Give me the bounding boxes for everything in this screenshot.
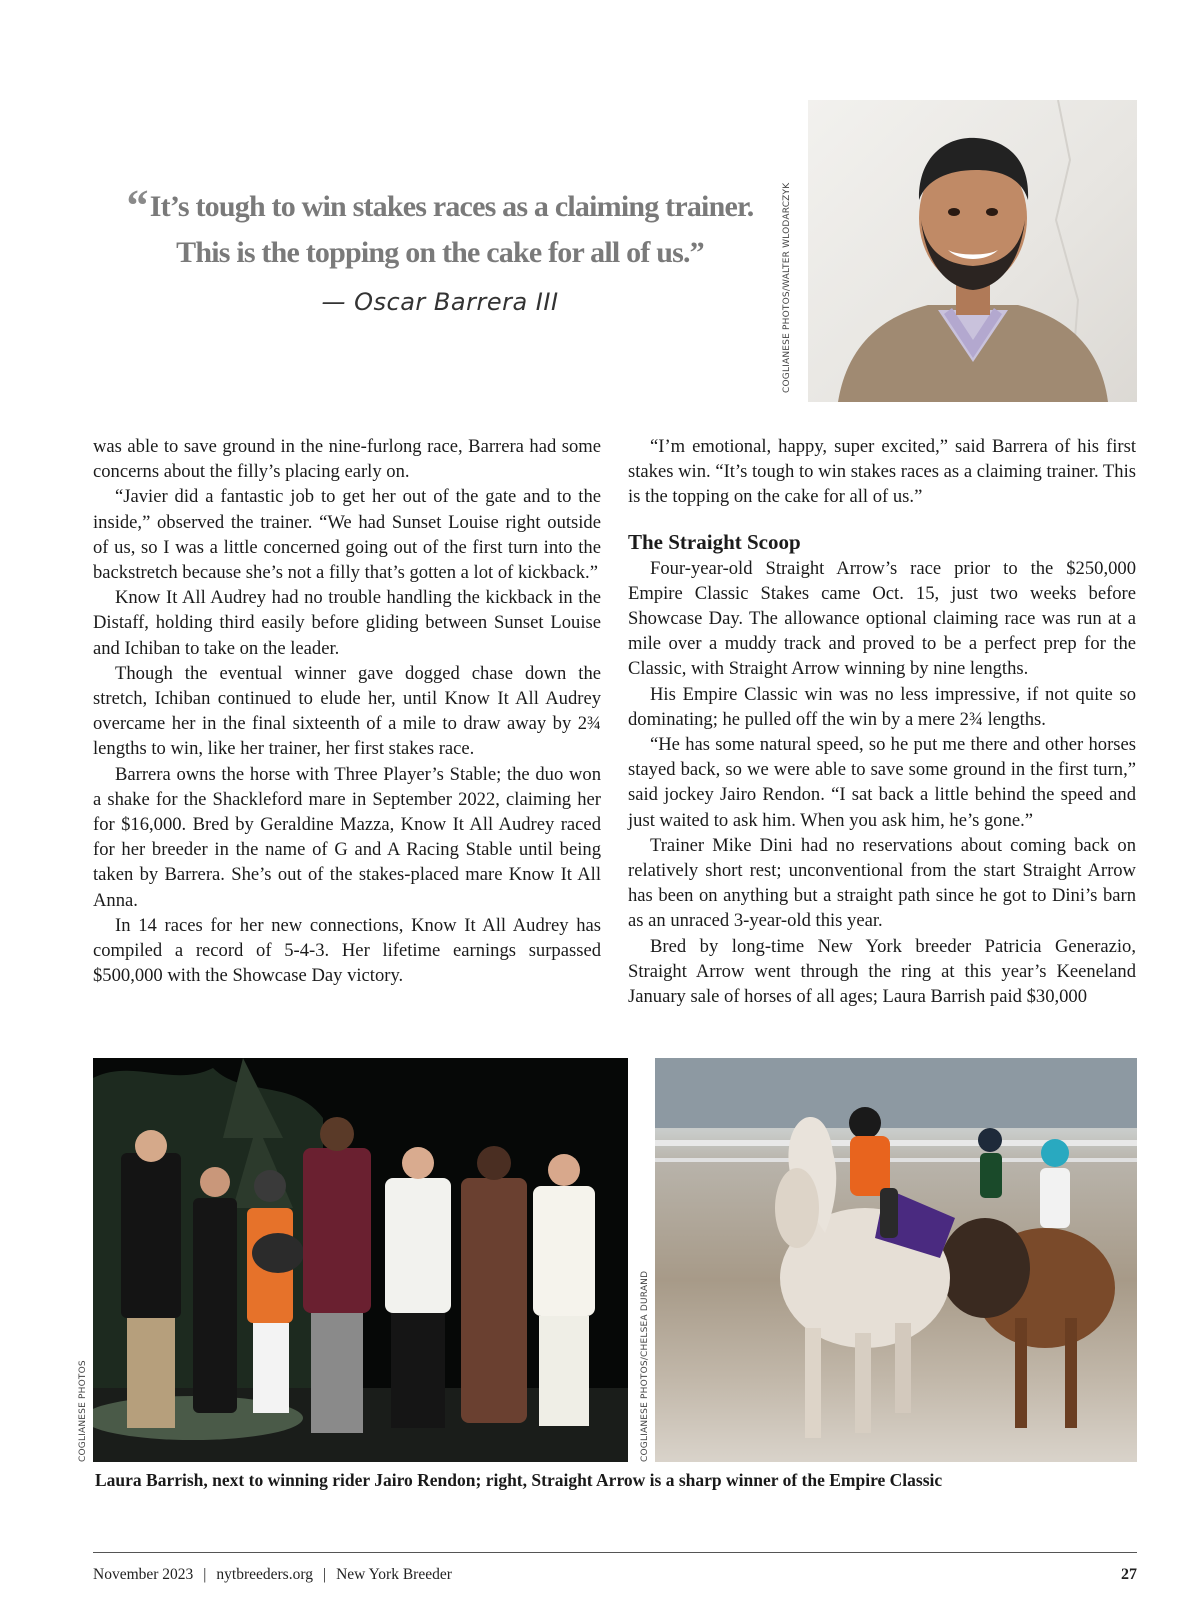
footer-site-link[interactable]: nytbreeders.org — [216, 1566, 313, 1583]
pull-quote-attribution: — Oscar Barrera III — [321, 288, 559, 316]
footer — [93, 1566, 452, 1584]
right-paragraph: Bred by long-time New York breeder Patricia Generazio, Straight Arrow went through the ring at this year’s Keeneland January sale of horses of all ages; Laura Barrish paid $30,000 — [628, 935, 1136, 1008]
left-paragraph: In 14 races for her new connections, Know It All Audrey has compiled a record of 5-4-3. Her lifetime earnings surpassed $500,000 with the Showcase Day victory. — [93, 914, 601, 987]
winners-circle-photo — [93, 1058, 628, 1462]
right-paragraph: His Empire Classic win was no less impressive, if not quite so dominating; he pulled off the win by a mere 2¾ lengths. — [628, 683, 1136, 730]
article-left-column — [93, 434, 601, 988]
article-right-column — [628, 434, 1136, 1009]
winner-photo-credit: COGLIANESE PHOTOS — [78, 1360, 88, 1462]
photo-caption: Laura Barrish, next to winning rider Jairo Rendon; right, Straight Arrow is a sharp winner of the Empire Classic — [95, 1470, 943, 1490]
right-paragraph: Four-year-old Straight Arrow’s race prior to the $250,000 Empire Classic Stakes came Oct. 15, just two weeks before Showcase Day. The allowance optional claiming race was run at a mile over a muddy track and proved to be a perfect prep for the Classic, with Straight Arrow winning by nine lengths. — [628, 557, 1136, 680]
left-paragraph: Know It All Audrey had no trouble handling the kickback in the Distaff, holding third easily before gliding between Sunset Louise and Ichiban to take on the leader. — [93, 587, 601, 659]
left-paragraph: Though the eventual winner gave dogged chase down the stretch, Ichiban continued to elude her, until Know It All Audrey overcame her in the final sixteenth of a mile to draw away by 2¾ lengths to win, like her trainer, her first stakes race. — [93, 662, 601, 760]
open-quote-mark: “ — [126, 181, 148, 230]
right-intro-paragraph: “I’m emotional, happy, super excited,” said Barrera of his first stakes win. “It’s tough to win stakes races as a claiming trainer. This is the topping on the cake for all of us.” — [628, 436, 1136, 508]
page-number: 27 — [1121, 1566, 1137, 1583]
portrait-photo — [808, 100, 1137, 402]
footer-rule — [93, 1552, 1137, 1553]
section-heading: The Straight Scoop — [628, 529, 801, 554]
left-paragraph: Barrera owns the horse with Three Player’s Stable; the duo won a shake for the Shackleford mare in September 2022, claiming her for $16,000. Bred by Geraldine Mazza, Know It All Audrey raced for her breeder in the name of G and A Racing Stable until being taken by Barrera. She’s out of the stakes-placed mare Know It All Anna. — [93, 763, 601, 911]
footer-separator: | — [203, 1566, 207, 1583]
race-photo — [655, 1058, 1137, 1462]
left-paragraph: was able to save ground in the nine-furlong race, Barrera had some concerns about the filly’s placing early on. — [93, 436, 601, 483]
footer-separator: | — [322, 1566, 327, 1583]
pull-quote — [100, 183, 780, 316]
pull-quote-line-2: This is the topping on the cake for all of us.” — [176, 236, 704, 269]
footer-publication: New York Breeder — [336, 1566, 452, 1583]
right-paragraph: “He has some natural speed, so he put me there and other horses stayed back, so we were able to save some ground in the first turn,” said jockey Jairo Rendon. “I sat back a little behind the speed and just waited to ask him. When you ask him, he’s gone.” — [628, 734, 1136, 831]
left-paragraph: “Javier did a fantastic job to get her out of the gate and to the inside,” observed the trainer. “We had Sunset Louise right outside of us, so I was a little concerned going out of the first turn into the backstretch because she’s not a filly that’s gotten a lot of kickback.” — [93, 486, 601, 584]
portrait-photo-credit: COGLIANESE PHOTOS/WALTER WLODARCZYK — [782, 182, 792, 393]
right-paragraph: Trainer Mike Dini had no reservations about coming back on relatively short rest; unconventional from the start Straight Arrow has been on anything but a straight path since he got to Dini’s barn as an unraced 3-year-old this year. — [628, 834, 1136, 932]
footer-date: November 2023 — [93, 1566, 194, 1583]
pull-quote-line-1: “It’s tough to win stakes races as a claiming trainer. — [126, 181, 754, 230]
race-photo-credit: COGLIANESE PHOTOS/CHELSEA DURAND — [640, 1270, 650, 1462]
